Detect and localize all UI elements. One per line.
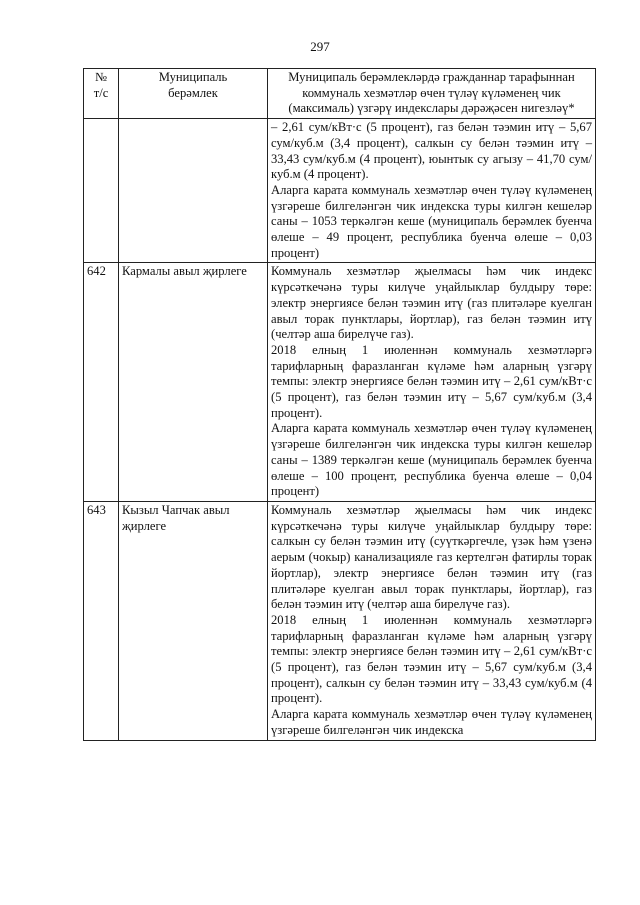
row-municipality: Кызыл Чапчак авыл җирлеге	[119, 501, 268, 740]
row-municipality	[119, 119, 268, 263]
header-num: № т/с	[84, 69, 119, 119]
table-header-row	[84, 69, 596, 119]
page-number: 297	[310, 39, 330, 54]
row-num	[84, 119, 119, 263]
row-paragraph: Коммуналь хезмәтләр җыелмасы һәм чик индекс күрсәткечәнә туры килүче уңайлыклар булдыру төре: салкын су белән тәэмин итү (суүткәргечле, үзәк һәм үзенә аерым (чокыр) канализацияле газ кертелгән фатирлы торак йортлар), электр энергиясе белән тәэмин итү (газ плитәләре куелган авыл торак пунктлары, йортлар), газ белән тәэмин итү (челтәр аша бирелүче газ).	[271, 502, 592, 612]
row-paragraph: Аларга карата коммуналь хезмәтләр өчен түләү күләменең үзгәреше билгеләнгән чик индекска туры килгән кешеләр саны – 1389 теркәлгән кеше (муниципаль берәмлек буенча өлеше – 100 процент, республика буенча өлеше – 0,04 процент)	[271, 421, 592, 499]
row-paragraph: Аларга карата коммуналь хезмәтләр өчен түләү күләменең үзгәреше билгеләнгән чик индекска туры килгән кешеләр саны – 1053 теркәлгән кеше (муниципаль берәмлек буенча өлеше – 49 процент, республика буенча өлеше – 0,03 процент)	[271, 182, 592, 260]
header-municipality: Муниципаль берәмлек	[119, 69, 268, 119]
table-row	[84, 263, 596, 502]
municipal-table	[83, 68, 596, 741]
table-row	[84, 119, 596, 263]
row-description	[268, 501, 596, 740]
row-paragraph: Аларга карата коммуналь хезмәтләр өчен түләү күләменең үзгәреше билгеләнгән чик индекска	[271, 707, 592, 737]
table-row	[84, 501, 596, 740]
row-num: 642	[84, 263, 119, 502]
row-paragraph: Коммуналь хезмәтләр җыелмасы һәм чик индекс күрсәткечәнә туры килүче уңайлыклар булдыру төре: электр энергиясе белән тәэмин итү (газ плитәләре куелган авыл торак пунктлары, йортлар), газ белән тәэмин итү (челтәр аша бирелүче газ).	[271, 264, 592, 342]
row-description	[268, 119, 596, 263]
row-description	[268, 263, 596, 502]
header-description: Муниципаль берәмлекләрдә гражданнар тарафыннан коммуналь хезмәтләр өчен түләү күләменең чик (максималь) үзгәрү индекслары дәрәҗәсен нигезләү*	[268, 69, 596, 119]
row-num: 643	[84, 501, 119, 740]
row-paragraph: 2018 елның 1 июленнән коммуналь хезмәтләргә тарифларның фаразланган күләме һәм аларның үзгәрү темпы: электр энергиясе белән тәэмин итү – 2,61 сум/кВт·с (5 процент), газ белән тәэмин итү – 5,67 сум/куб.м (3,4 процент), салкын су белән тәэмин итү – 33,43 сум/куб.м (4 процент).	[271, 612, 592, 706]
row-municipality: Кармалы авыл җирлеге	[119, 263, 268, 502]
row-paragraph: – 2,61 сум/кВт·с (5 процент), газ белән тәэмин итү – 5,67 сум/куб.м (3,4 процент), салкын су белән тәэмин итү – 33,43 сум/куб.м (4 процент), юынтык су агызу – 41,70 сум/куб.м (4 процент).	[271, 120, 592, 182]
row-paragraph: 2018 елның 1 июленнән коммуналь хезмәтләргә тарифларның фаразланган күләме һәм аларның үзгәрү темпы: электр энергиясе белән тәэмин итү – 2,61 сум/кВт·с (5 процент), газ белән тәэмин итү – 5,67 сум/куб.м (3,4 процент).	[271, 342, 592, 420]
